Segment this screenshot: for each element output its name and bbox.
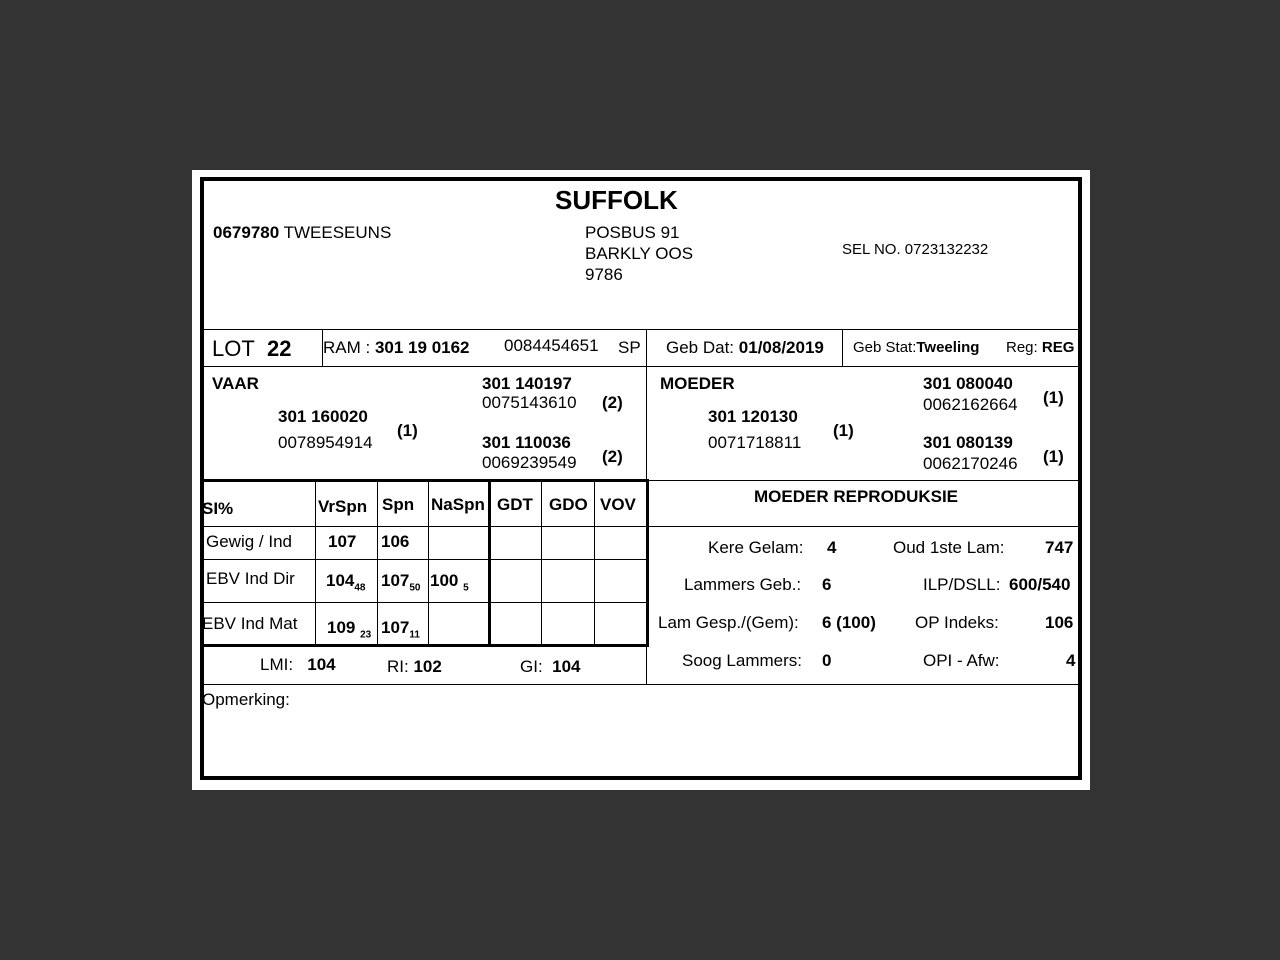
perf-bottom-border	[202, 644, 649, 647]
sire-grand-sire-reg-no: 0075143610	[482, 393, 577, 412]
perf-header-spn: Spn	[382, 495, 415, 514]
perf-col-line-2	[377, 479, 378, 644]
ram-id: 301 19 0162	[374, 338, 470, 357]
gi-label: GI:	[520, 657, 543, 676]
sire-grand-dam-code: (2)	[602, 447, 623, 466]
perf-row-line-3	[202, 602, 646, 603]
address-line1: POSBUS 91	[585, 223, 680, 242]
dam-grand-dam-reg-no: 0062170246	[923, 454, 1018, 473]
gi-value: 104	[552, 657, 581, 676]
perf-cell-vrspn: 109 $_{23}$	[327, 618, 372, 641]
repro-lammers-geb: 6	[822, 575, 832, 594]
sire-grand-sire-code: (2)	[602, 393, 623, 412]
perf-header-si: SI%	[202, 499, 234, 518]
perf-cell-spn: $107_{50}$	[381, 571, 421, 594]
sire-reg-no: 0078954914	[278, 433, 373, 452]
perf-row-label: EBV Ind Dir	[206, 569, 295, 588]
repro-oud-lam: 747	[1045, 538, 1074, 557]
owner-name: TWEESEUNS	[283, 223, 392, 242]
perf-cell-spn: 106	[381, 532, 410, 551]
lmi	[260, 655, 336, 675]
birth-value: 01/08/2019	[738, 338, 824, 357]
reg	[1006, 338, 1074, 358]
perf-cell-spn: $107_{11}$	[381, 618, 420, 641]
lot-card	[192, 170, 1090, 790]
reg-label: Reg:	[1006, 339, 1038, 356]
repro-kere-gelam: 4	[827, 538, 837, 557]
perf-row-label: Gewig / Ind	[206, 532, 292, 551]
ri-label: RI:	[387, 657, 409, 676]
perf-header-vov: VOV	[600, 495, 636, 514]
phone: SEL NO. 0723132232	[842, 241, 989, 258]
dam-id: 301 120130	[708, 407, 798, 426]
ram-suffix: SP	[618, 338, 641, 357]
perf-header-vrspn: VrSpn	[318, 497, 368, 516]
repro-soog-label: Soog Lammers:	[682, 651, 802, 670]
perf-row-line-1	[202, 526, 646, 527]
perf-cell-vrspn: 107	[328, 532, 357, 551]
repro-op-indeks: 106	[1045, 613, 1074, 632]
perf-col-line-4	[541, 479, 542, 644]
birth-status-label: Geb Stat:	[853, 339, 917, 356]
perf-inner-border	[488, 479, 491, 647]
sire-id: 301 160020	[278, 407, 368, 426]
perf-cell-naspn: 100 $_5$	[430, 571, 469, 594]
perf-header-gdo: GDO	[549, 495, 588, 514]
repro-ilp: 600/540	[1009, 575, 1071, 594]
dam-grand-sire-id: 301 080040	[923, 374, 1013, 393]
repro-title: MOEDER REPRODUKSIE	[754, 487, 959, 506]
lot	[212, 336, 292, 362]
repro-ilp-label: ILP/DSLL:	[923, 575, 1001, 594]
perf-header-naspn: NaSpn	[431, 495, 485, 514]
repro-title-line	[649, 526, 1082, 527]
sire-grand-sire-id: 301 140197	[482, 374, 572, 393]
address-line2: BARKLY OOS	[585, 244, 694, 263]
birth-status	[853, 338, 979, 358]
dam-grand-dam-id: 301 080139	[923, 433, 1013, 452]
perf-header-gdt: GDT	[497, 495, 533, 514]
lot-label: LOT	[212, 336, 255, 361]
dam-code: (1)	[833, 421, 854, 440]
gi	[520, 657, 581, 677]
divider-remarks	[202, 684, 1082, 685]
sire-grand-dam-reg-no: 0069239549	[482, 453, 577, 472]
perf-cell-vrspn: $104_{48}$	[326, 571, 366, 594]
repro-opi-label: OPI - Afw:	[923, 651, 1000, 670]
perf-col-line-3	[428, 479, 429, 644]
lmi-label: LMI:	[260, 655, 294, 674]
perf-row-label: EBV Ind Mat	[202, 614, 298, 633]
divider-birth	[842, 329, 843, 366]
divider-lot-bottom	[202, 366, 1082, 367]
ram-reg-no: 0084454651	[504, 336, 599, 355]
sire-label: VAAR	[212, 374, 259, 393]
perf-top-border	[202, 479, 649, 482]
perf-right-border	[646, 479, 649, 647]
repro-op-indeks-label: OP Indeks:	[915, 613, 999, 632]
birth-label: Geb Dat:	[666, 338, 735, 357]
dam-grand-dam-code: (1)	[1043, 447, 1064, 466]
ram-label: RAM :	[323, 338, 371, 357]
remarks-label: Opmerking:	[202, 690, 290, 709]
lmi-value: 104	[307, 655, 336, 674]
address-line3: 9786	[585, 265, 623, 284]
repro-lammers-geb-label: Lammers Geb.:	[684, 575, 802, 594]
divider-top	[202, 329, 1082, 330]
ri-value: 102	[413, 657, 442, 676]
birth-date	[666, 338, 824, 358]
sire-code: (1)	[397, 421, 418, 440]
dam-grand-sire-code: (1)	[1043, 388, 1064, 407]
repro-oud-lam-label: Oud 1ste Lam:	[893, 538, 1005, 557]
lot-number: 22	[267, 336, 292, 361]
repro-soog: 0	[822, 651, 832, 670]
owner	[213, 223, 391, 243]
repro-kere-gelam-label: Kere Gelam:	[708, 538, 804, 557]
dam-reg-no: 0071718811	[708, 433, 802, 452]
ri	[387, 657, 442, 677]
dam-label: MOEDER	[660, 374, 735, 393]
perf-col-line-1	[315, 479, 316, 644]
ram	[323, 338, 470, 358]
owner-code: 0679780	[213, 223, 280, 242]
dam-grand-sire-reg-no: 0062162664	[923, 395, 1018, 414]
repro-lam-gesp-label: Lam Gesp./(Gem):	[658, 613, 799, 632]
birth-status-value: Tweeling	[916, 339, 980, 356]
sire-grand-dam-id: 301 110036	[482, 433, 571, 452]
reg-value: REG	[1041, 339, 1075, 356]
repro-lam-gesp: 6 (100)	[822, 613, 876, 632]
perf-col-line-5	[594, 479, 595, 644]
repro-opi: 4	[1066, 651, 1076, 670]
breed-title: SUFFOLK	[555, 185, 678, 215]
repro-top-border	[649, 480, 1082, 481]
perf-row-line-2	[202, 559, 646, 560]
